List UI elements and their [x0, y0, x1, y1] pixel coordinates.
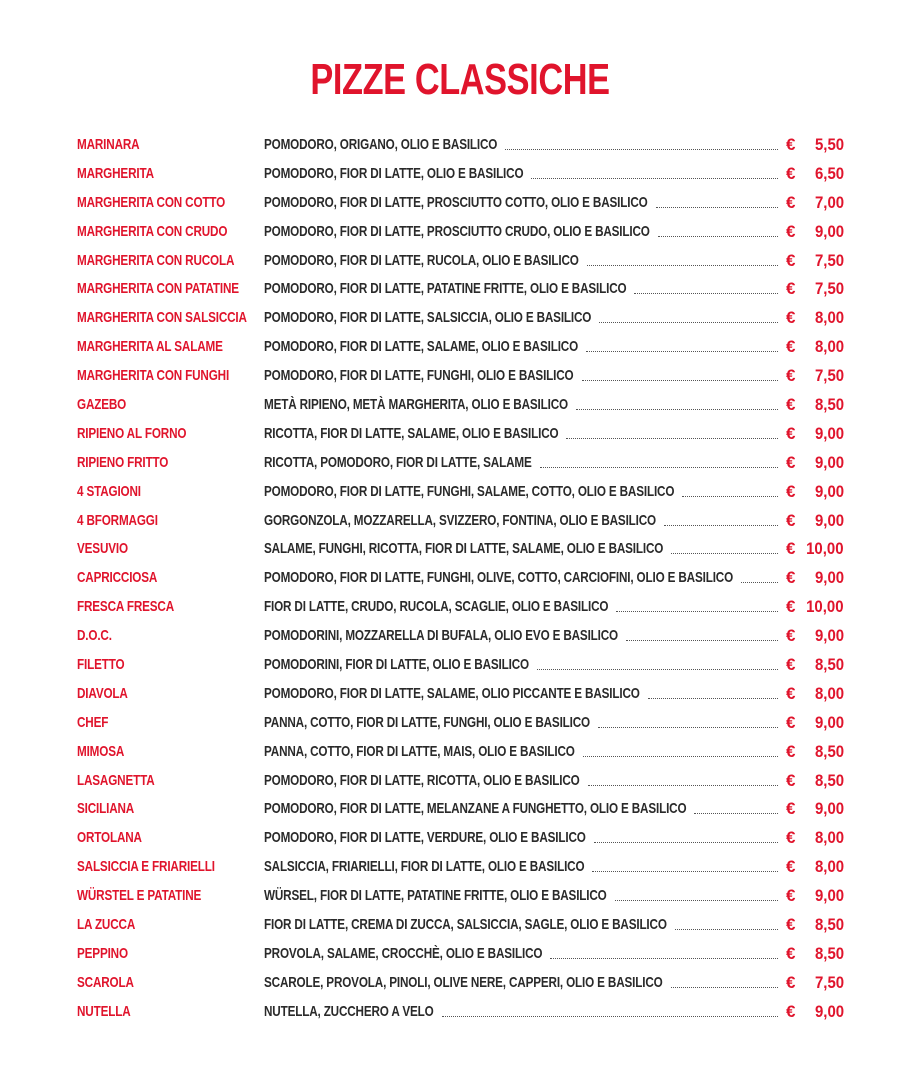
currency-symbol: € [786, 221, 796, 241]
currency-symbol: € [786, 886, 796, 906]
ingredients-wrap [264, 454, 780, 472]
ingredients-wrap [264, 512, 780, 530]
pizza-ingredients: POMODORO, FIOR DI LATTE, OLIO E BASILICO [264, 164, 524, 182]
menu-item [0, 361, 920, 390]
pizza-name: MARGHERITA CON RUCOLA [77, 251, 235, 269]
dotted-leader [626, 640, 778, 641]
currency-symbol: € [786, 943, 796, 963]
pizza-name: SALSICCIA E FRIARIELLI [77, 858, 215, 876]
pizza-ingredients: PROVOLA, SALAME, CROCCHÈ, OLIO E BASILICO [264, 944, 543, 962]
pizza-price: 8,50 [814, 770, 844, 790]
dotted-leader [664, 525, 778, 526]
currency-symbol: € [786, 626, 796, 646]
pizza-name: MARGHERITA CON FUNGHI [77, 367, 230, 385]
currency-symbol: € [786, 568, 796, 588]
menu-item [0, 939, 920, 968]
currency-symbol: € [786, 741, 796, 761]
pizza-ingredients: FIOR DI LATTE, CRUDO, RUCOLA, SCAGLIE, OLIO E BASILICO [264, 598, 609, 616]
ingredients-wrap [264, 627, 780, 645]
currency-symbol: € [786, 857, 796, 877]
dotted-leader [586, 351, 778, 352]
currency-symbol: € [786, 481, 796, 501]
pizza-ingredients: POMODORO, ORIGANO, OLIO E BASILICO [264, 136, 498, 153]
pizza-price: 8,50 [814, 655, 844, 675]
pizza-price: 8,00 [814, 683, 844, 703]
pizza-price: 10,00 [806, 539, 844, 559]
pizza-ingredients: POMODORO, FIOR DI LATTE, PATATINE FRITTE, OLIO E BASILICO [264, 280, 627, 298]
currency-symbol: € [786, 597, 796, 617]
pizza-ingredients: POMODORO, FIOR DI LATTE, VERDURE, OLIO E BASILICO [264, 829, 586, 847]
ingredients-wrap [264, 569, 780, 587]
ingredients-wrap [264, 685, 780, 703]
pizza-price: 8,00 [814, 857, 844, 877]
pizza-name: MIMOSA [77, 742, 125, 760]
dotted-leader [671, 987, 778, 988]
dotted-leader [599, 322, 778, 323]
dotted-leader [587, 265, 778, 266]
menu-item [0, 823, 920, 852]
ingredients-wrap [264, 858, 780, 876]
menu-item [0, 130, 920, 159]
dotted-leader [588, 785, 778, 786]
pizza-price: 9,00 [814, 799, 844, 819]
pizza-ingredients: POMODORO, FIOR DI LATTE, RUCOLA, OLIO E BASILICO [264, 251, 579, 269]
currency-symbol: € [786, 308, 796, 328]
dotted-leader [566, 438, 778, 439]
ingredients-wrap [264, 743, 780, 761]
pizza-price: 9,00 [814, 568, 844, 588]
pizza-name: 4 BFORMAGGI [77, 511, 158, 529]
ingredients-wrap [264, 540, 780, 558]
pizza-ingredients: POMODORO, FIOR DI LATTE, FUNGHI, OLIO E BASILICO [264, 367, 574, 385]
ingredients-wrap [264, 367, 780, 385]
menu-item [0, 794, 920, 823]
pizza-price: 9,00 [814, 1001, 844, 1021]
currency-symbol: € [786, 135, 796, 154]
pizza-price: 7,50 [814, 279, 844, 299]
pizza-price: 9,00 [814, 626, 844, 646]
pizza-ingredients: POMODORO, FIOR DI LATTE, PROSCIUTTO CRUDO, OLIO E BASILICO [264, 222, 650, 240]
pizza-ingredients: SALAME, FUNGHI, RICOTTA, FIOR DI LATTE, SALAME, OLIO E BASILICO [264, 540, 664, 558]
pizza-name: WÜRSTEL E PATATINE [77, 887, 202, 905]
pizza-name: NUTELLA [77, 1002, 131, 1020]
pizza-ingredients: FIOR DI LATTE, CREMA DI ZUCCA, SALSICCIA, SAGLE, OLIO E BASILICO [264, 916, 667, 934]
currency-symbol: € [786, 395, 796, 415]
ingredients-wrap [264, 1003, 780, 1021]
pizza-ingredients: METÀ RIPIENO, METÀ MARGHERITA, OLIO E BASILICO [264, 396, 568, 414]
pizza-name: ORTOLANA [77, 829, 142, 847]
ingredients-wrap [264, 165, 780, 183]
dotted-leader [682, 496, 778, 497]
ingredients-wrap [264, 309, 780, 327]
pizza-price: 8,50 [814, 915, 844, 935]
dotted-leader [671, 553, 778, 554]
pizza-price: 7,50 [814, 366, 844, 386]
menu-item [0, 274, 920, 303]
menu-item [0, 968, 920, 997]
pizza-price: 8,50 [814, 741, 844, 761]
dotted-leader [741, 582, 778, 583]
currency-symbol: € [786, 799, 796, 819]
menu-item [0, 852, 920, 881]
pizza-name: MARGHERITA [77, 164, 154, 182]
ingredients-wrap [264, 194, 780, 212]
dotted-leader [658, 236, 778, 237]
pizza-price: 9,00 [814, 510, 844, 530]
ingredients-wrap [264, 772, 780, 790]
menu-item [0, 737, 920, 766]
ingredients-wrap [264, 223, 780, 241]
menu-item [0, 766, 920, 795]
ingredients-wrap [264, 598, 780, 616]
ingredients-wrap [264, 136, 780, 154]
ingredients-wrap [264, 887, 780, 905]
menu-item [0, 419, 920, 448]
pizza-price: 8,50 [814, 943, 844, 963]
pizza-price: 7,50 [814, 972, 844, 992]
pizza-ingredients: PANNA, COTTO, FIOR DI LATTE, MAIS, OLIO E BASILICO [264, 742, 575, 760]
currency-symbol: € [786, 337, 796, 357]
pizza-name: RIPIENO AL FORNO [77, 424, 187, 442]
pizza-name: MARGHERITA CON COTTO [77, 193, 226, 211]
menu-item [0, 997, 920, 1026]
menu-item [0, 650, 920, 679]
pizza-name: CHEF [77, 713, 109, 731]
pizza-name: CAPRICCIOSA [77, 569, 158, 587]
pizza-price: 9,00 [814, 886, 844, 906]
ingredients-wrap [264, 396, 780, 414]
menu-item [0, 303, 920, 332]
pizza-ingredients: POMODORO, FIOR DI LATTE, RICOTTA, OLIO E BASILICO [264, 771, 580, 789]
pizza-price: 5,50 [814, 135, 844, 154]
menu-item [0, 708, 920, 737]
pizza-name: SCAROLA [77, 973, 134, 991]
ingredients-wrap [264, 483, 780, 501]
pizza-ingredients: POMODORINI, FIOR DI LATTE, OLIO E BASILICO [264, 656, 529, 674]
ingredients-wrap [264, 974, 780, 992]
pizza-ingredients: PANNA, COTTO, FIOR DI LATTE, FUNGHI, OLIO E BASILICO [264, 713, 590, 731]
pizza-price: 8,00 [814, 337, 844, 357]
ingredients-wrap [264, 916, 780, 934]
currency-symbol: € [786, 712, 796, 732]
pizza-name: D.O.C. [77, 627, 112, 645]
pizza-ingredients: GORGONZOLA, MOZZARELLA, SVIZZERO, FONTINA, OLIO E BASILICO [264, 511, 656, 529]
pizza-ingredients: POMODORO, FIOR DI LATTE, SALAME, OLIO PICCANTE E BASILICO [264, 684, 640, 702]
dotted-leader [615, 900, 778, 901]
pizza-name: 4 STAGIONI [77, 482, 141, 500]
dotted-leader [594, 842, 778, 843]
page-title: PIZZE CLASSICHE [310, 55, 610, 104]
dotted-leader [537, 669, 778, 670]
menu-item [0, 159, 920, 188]
menu-item [0, 534, 920, 563]
dotted-leader [576, 409, 778, 410]
pizza-name: PEPPINO [77, 944, 128, 962]
ingredients-wrap [264, 280, 780, 298]
dotted-leader [442, 1016, 778, 1017]
pizza-price: 8,00 [814, 828, 844, 848]
pizza-price: 8,00 [814, 308, 844, 328]
pizza-ingredients: SALSICCIA, FRIARIELLI, FIOR DI LATTE, OLIO E BASILICO [264, 858, 585, 876]
currency-symbol: € [786, 452, 796, 472]
pizza-name: LA ZUCCA [77, 916, 136, 934]
pizza-ingredients: POMODORO, FIOR DI LATTE, SALAME, OLIO E BASILICO [264, 338, 579, 356]
currency-symbol: € [786, 250, 796, 270]
dotted-leader [616, 611, 778, 612]
pizza-price: 9,00 [814, 423, 844, 443]
pizza-name: MARGHERITA AL SALAME [77, 338, 223, 356]
pizza-name: MARGHERITA CON SALSICCIA [77, 309, 247, 327]
currency-symbol: € [786, 163, 796, 183]
currency-symbol: € [786, 915, 796, 935]
ingredients-wrap [264, 714, 780, 732]
menu-item [0, 217, 920, 246]
menu-item [0, 390, 920, 419]
pizza-price: 9,00 [814, 221, 844, 241]
pizza-price: 6,50 [814, 163, 844, 183]
pizza-price: 9,00 [814, 712, 844, 732]
dotted-leader [531, 178, 778, 179]
menu-item [0, 563, 920, 592]
ingredients-wrap [264, 945, 780, 963]
pizza-name: FILETTO [77, 656, 125, 674]
dotted-leader [540, 467, 778, 468]
dotted-leader [675, 929, 778, 930]
dotted-leader [550, 958, 778, 959]
ingredients-wrap [264, 425, 780, 443]
pizza-ingredients: POMODORINI, MOZZARELLA DI BUFALA, OLIO EVO E BASILICO [264, 627, 618, 645]
pizza-ingredients: POMODORO, FIOR DI LATTE, FUNGHI, OLIVE, COTTO, CARCIOFINI, OLIO E BASILICO [264, 569, 734, 587]
pizza-price: 8,50 [814, 395, 844, 415]
ingredients-wrap [264, 338, 780, 356]
currency-symbol: € [786, 1001, 796, 1021]
pizza-ingredients: NUTELLA, ZUCCHERO A VELO [264, 1002, 434, 1020]
pizza-name: MARGHERITA CON CRUDO [77, 222, 228, 240]
pizza-ingredients: WÜRSEL, FIOR DI LATTE, PATATINE FRITTE, OLIO E BASILICO [264, 887, 607, 905]
ingredients-wrap [264, 800, 780, 818]
dotted-leader [505, 149, 778, 150]
pizza-ingredients: POMODORO, FIOR DI LATTE, PROSCIUTTO COTTO, OLIO E BASILICO [264, 193, 648, 211]
dotted-leader [582, 380, 778, 381]
pizza-name: DIAVOLA [77, 684, 128, 702]
pizza-ingredients: POMODORO, FIOR DI LATTE, MELANZANE A FUNGHETTO, OLIO E BASILICO [264, 800, 687, 818]
currency-symbol: € [786, 972, 796, 992]
menu-item [0, 621, 920, 650]
dotted-leader [598, 727, 778, 728]
pizza-name: GAZEBO [77, 396, 127, 414]
pizza-name: LASAGNETTA [77, 771, 155, 789]
pizza-name: VESUVIO [77, 540, 128, 558]
menu-item [0, 332, 920, 361]
menu-list [0, 130, 920, 1026]
pizza-price: 10,00 [806, 597, 844, 617]
ingredients-wrap [264, 656, 780, 674]
menu-item [0, 188, 920, 217]
currency-symbol: € [786, 539, 796, 559]
currency-symbol: € [786, 366, 796, 386]
menu-item [0, 477, 920, 506]
currency-symbol: € [786, 510, 796, 530]
pizza-name: FRESCA FRESCA [77, 598, 175, 616]
pizza-name: MARINARA [77, 136, 140, 153]
pizza-ingredients: POMODORO, FIOR DI LATTE, SALSICCIA, OLIO E BASILICO [264, 309, 592, 327]
pizza-ingredients: RICOTTA, POMODORO, FIOR DI LATTE, SALAME [264, 453, 532, 471]
pizza-name: SICILIANA [77, 800, 135, 818]
currency-symbol: € [786, 683, 796, 703]
dotted-leader [694, 813, 778, 814]
menu-item [0, 246, 920, 275]
dotted-leader [656, 207, 778, 208]
menu-item [0, 881, 920, 910]
pizza-name: RIPIENO FRITTO [77, 453, 169, 471]
pizza-price: 9,00 [814, 481, 844, 501]
menu-item [0, 592, 920, 621]
ingredients-wrap [264, 252, 780, 270]
currency-symbol: € [786, 192, 796, 212]
currency-symbol: € [786, 770, 796, 790]
ingredients-wrap [264, 829, 780, 847]
currency-symbol: € [786, 423, 796, 443]
pizza-price: 7,00 [814, 192, 844, 212]
menu-item [0, 679, 920, 708]
pizza-price: 9,00 [814, 452, 844, 472]
pizza-price: 7,50 [814, 250, 844, 270]
dotted-leader [583, 756, 778, 757]
pizza-ingredients: RICOTTA, FIOR DI LATTE, SALAME, OLIO E BASILICO [264, 424, 559, 442]
menu-item [0, 506, 920, 535]
dotted-leader [634, 293, 778, 294]
menu-item [0, 910, 920, 939]
dotted-leader [592, 871, 778, 872]
menu-item [0, 448, 920, 477]
currency-symbol: € [786, 279, 796, 299]
currency-symbol: € [786, 828, 796, 848]
pizza-ingredients: POMODORO, FIOR DI LATTE, FUNGHI, SALAME, COTTO, OLIO E BASILICO [264, 482, 675, 500]
currency-symbol: € [786, 655, 796, 675]
pizza-ingredients: SCAROLE, PROVOLA, PINOLI, OLIVE NERE, CAPPERI, OLIO E BASILICO [264, 973, 663, 991]
pizza-name: MARGHERITA CON PATATINE [77, 280, 239, 298]
dotted-leader [648, 698, 778, 699]
